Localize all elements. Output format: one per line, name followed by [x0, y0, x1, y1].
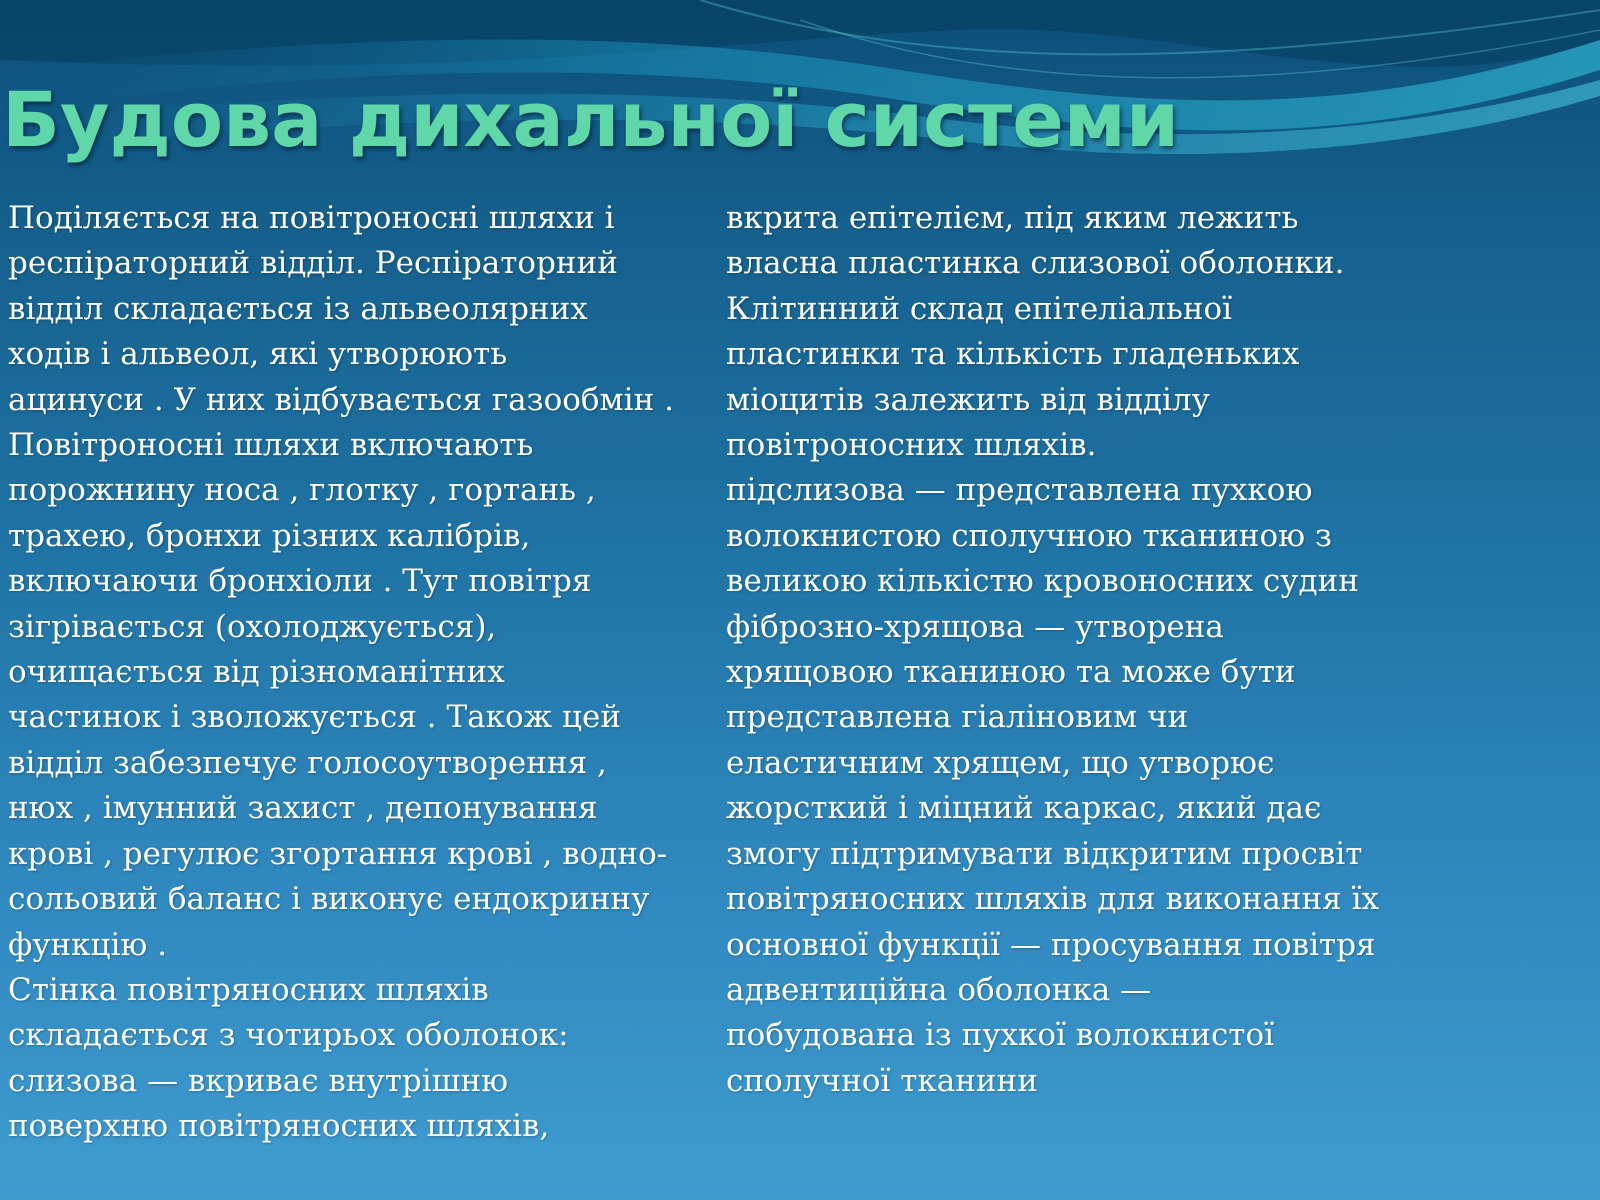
text-line: вкрита епітелієм, під яким лежить [726, 200, 1299, 236]
text-line: крові , регулює згортання крові , водно- [8, 835, 668, 872]
text-line: відділ складається із альвеолярних [8, 290, 588, 327]
text-line: змогу підтримувати відкритим просвіт [726, 835, 1363, 872]
text-line: сольовий баланс і виконує ендокринну [8, 881, 650, 918]
text-line: підслизова — представлена пухкою [726, 472, 1313, 509]
text-line: Клітинний склад епітеліальної [726, 290, 1233, 327]
text-line: волокнистою сполучною тканиною з [726, 517, 1332, 554]
text-line: власна пластинка слизової оболонки. [726, 245, 1345, 282]
text-line: Повітроносні шляхи включають [8, 427, 534, 464]
text-line: хрящовою тканиною та може бути [726, 654, 1296, 691]
text-line: побудована із пухкої волокнистої [726, 1017, 1275, 1054]
text-line: великою кількістю кровоносних судин [726, 563, 1359, 600]
text-line: пластинки та кількість гладеньких [726, 336, 1300, 373]
text-line: повітряносних шляхів для виконання їх [726, 881, 1379, 918]
slide-title: Будова дихальної системи [2, 75, 1180, 164]
text-line: жорсткий і міцний каркас, який дає [726, 790, 1322, 827]
left-text-column [8, 196, 708, 1150]
text-line: основної функції — просування повітря [726, 926, 1376, 963]
text-line: складається з чотирьох оболонок: [8, 1017, 569, 1054]
text-line: представлена гіаліновим чи [726, 699, 1189, 736]
text-line: сполучної тканини [726, 1062, 1038, 1099]
text-line: адвентиційна оболонка — [726, 971, 1152, 1008]
text-line: трахею, бронхи різних калібрів, [8, 517, 531, 554]
text-line: Поділяється на повітроносні шляхи і [8, 200, 615, 236]
text-line: нюх , імунний захист , депонування [8, 790, 598, 827]
text-line: еластичним хрящем, що утворює [726, 744, 1275, 781]
text-line: порожнину носа , глотку , гортань , [8, 472, 596, 509]
right-text-column [726, 196, 1598, 1104]
text-line: зігрівається (охолоджується), [8, 608, 497, 645]
text-line: відділ забезпечує голосоутворення , [8, 744, 607, 781]
text-line: міоцитів залежить від відділу [726, 381, 1210, 418]
text-line: слизова — вкриває внутрішню [8, 1062, 509, 1099]
text-line: респіраторний відділ. Респіраторний [8, 245, 618, 282]
text-line: фіброзно-хрящова — утворена [726, 608, 1224, 645]
text-line: ходів і альвеол, які утворюють [8, 336, 508, 373]
text-line: поверхню повітряносних шляхів, [8, 1108, 550, 1145]
text-line: ацинуси . У них відбувається газообмін . [8, 381, 674, 418]
text-line: функцію . [8, 926, 168, 963]
text-line: включаючи бронхіоли . Тут повітря [8, 563, 592, 600]
text-line: Стінка повітряносних шляхів [8, 971, 489, 1008]
text-line: повітроносних шляхів. [726, 427, 1097, 464]
text-line: очищається від різноманітних [8, 654, 505, 691]
text-line: частинок і зволожується . Також цей [8, 699, 621, 736]
